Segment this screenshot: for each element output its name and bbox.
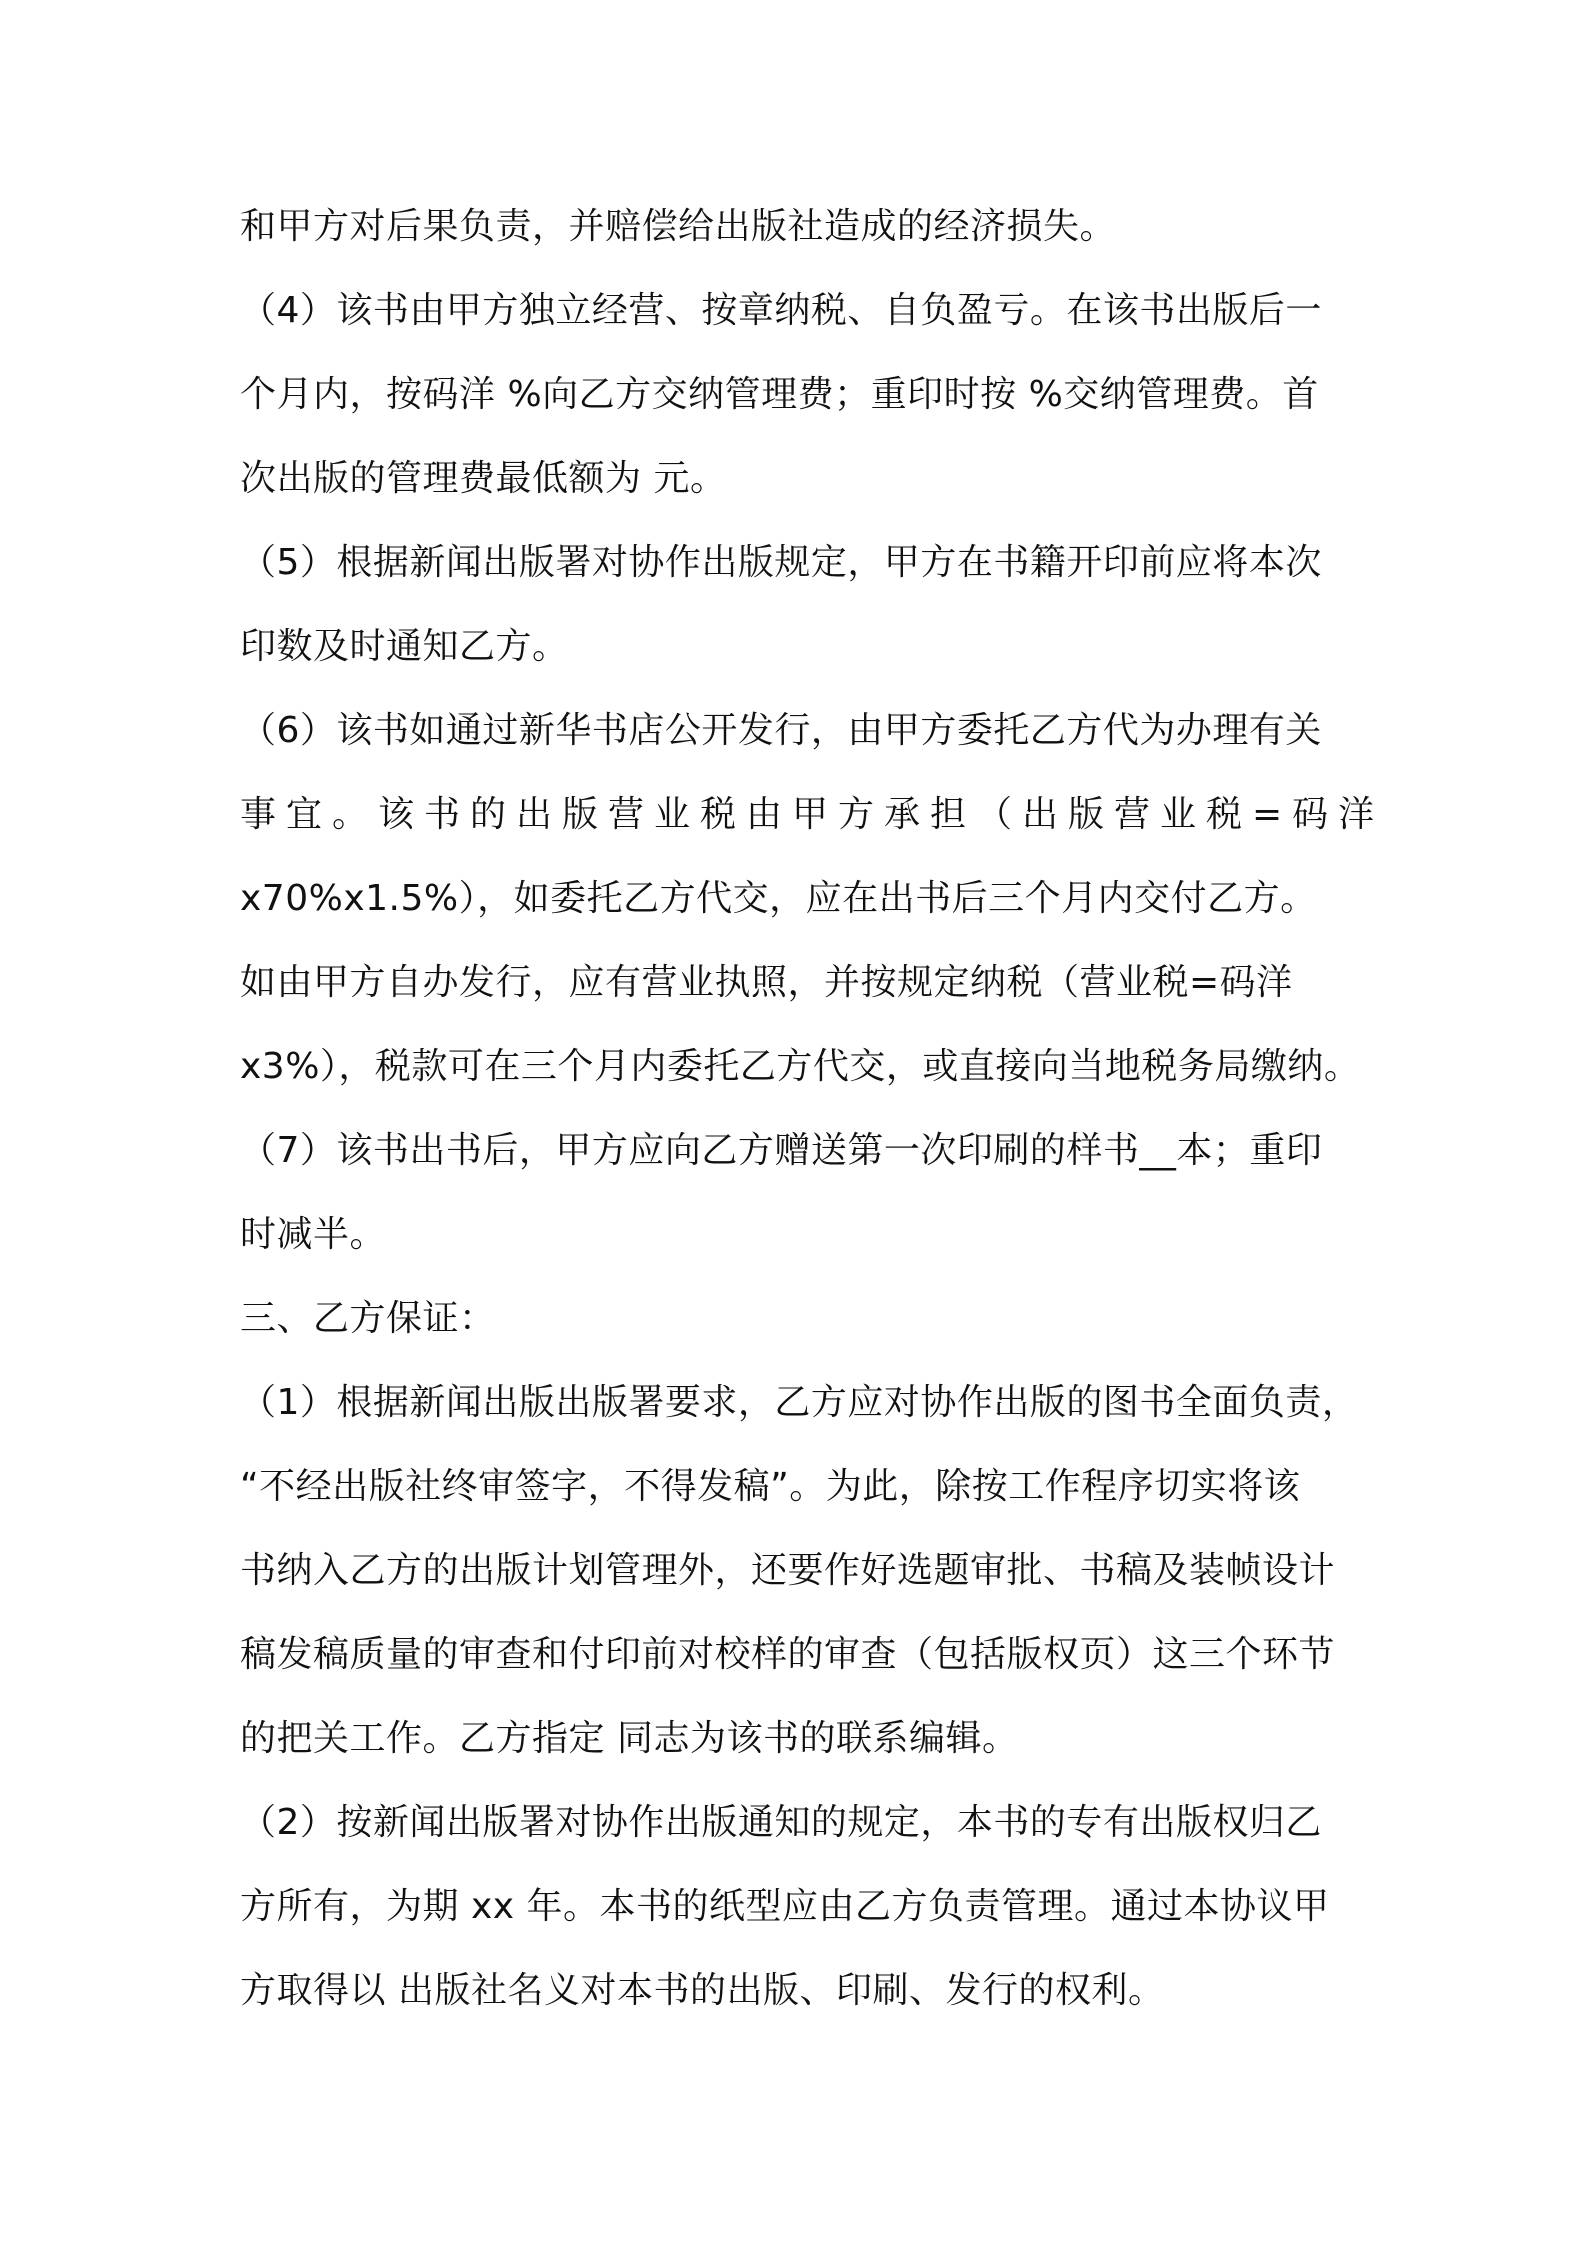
text-line: （2）按新闻出版署对协作出版通知的规定，本书的专有出版权归乙 [240, 1802, 1322, 1843]
text-line: （4）该书由甲方独立经营、按章纳税、自负盈亏。在该书出版后一 [240, 290, 1322, 331]
text-line: 次出版的管理费最低额为 元。 [240, 458, 727, 499]
text-line: （6）该书如通过新华书店公开发行，由甲方委托乙方代为办理有关 [240, 710, 1322, 751]
text-line: （7）该书出书后，甲方应向乙方赠送第一次印刷的样书__本；重印 [240, 1130, 1323, 1171]
text-line: “不经出版社终审签字，不得发稿”。为此，除按工作程序切实将该 [240, 1466, 1301, 1507]
text-line: 方所有，为期 xx 年。本书的纸型应由乙方负责管理。通过本协议甲 [240, 1886, 1330, 1927]
text-line: x70%x1.5%），如委托乙方代交，应在出书后三个月内交付乙方。 [240, 878, 1317, 919]
text-line: （5）根据新闻出版署对协作出版规定，甲方在书籍开印前应将本次 [240, 542, 1322, 583]
text-line: 印数及时通知乙方。 [240, 626, 569, 667]
text-line: x3%），税款可在三个月内委托乙方代交，或直接向当地税务局缴纳。 [240, 1046, 1361, 1087]
text-line: 和甲方对后果负责，并赔偿给出版社造成的经济损失。 [240, 206, 1117, 247]
text-line: 事宜。该书的出版营业税由甲方承担（出版营业税=码洋 [240, 794, 1385, 835]
text-line: 的把关工作。乙方指定 同志为该书的联系编辑。 [240, 1718, 1019, 1759]
text-line: 方取得以 出版社名义对本书的出版、印刷、发行的权利。 [240, 1970, 1165, 2011]
text-line: 个月内，按码洋 %向乙方交纳管理费；重印时按 %交纳管理费。首 [240, 374, 1319, 415]
text-line: 书纳入乙方的出版计划管理外，还要作好选题审批、书稿及装帧设计 [240, 1550, 1336, 1591]
text-line: 如由甲方自办发行，应有营业执照，并按规定纳税（营业税=码洋 [240, 962, 1293, 1003]
section-heading: 三、乙方保证： [240, 1298, 496, 1339]
text-line: （1）根据新闻出版出版署要求，乙方应对协作出版的图书全面负责， [240, 1382, 1359, 1423]
text-line: 稿发稿质量的审查和付印前对校样的审查（包括版权页）这三个环节 [240, 1634, 1336, 1675]
text-line: 时减半。 [240, 1214, 387, 1255]
